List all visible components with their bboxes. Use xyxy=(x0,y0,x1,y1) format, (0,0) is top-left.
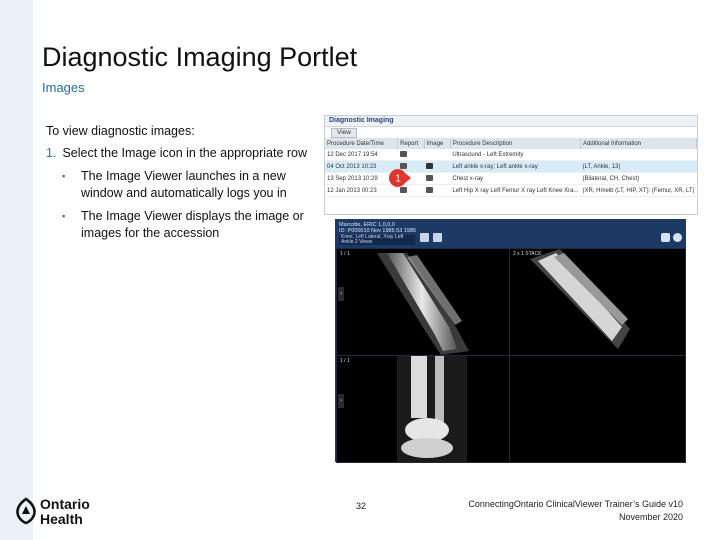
viewer-pane[interactable] xyxy=(336,355,510,463)
cell-info xyxy=(580,149,696,161)
pane-label: 1 / 1 xyxy=(340,358,350,364)
step-text: Select the Image icon in the appropriate row xyxy=(62,146,308,160)
callout-badge xyxy=(388,168,412,188)
footer-text xyxy=(468,498,683,524)
footer-date: November 2020 xyxy=(618,512,683,522)
table-row[interactable] xyxy=(325,185,697,197)
xray-image-3 xyxy=(337,356,509,462)
viewer-pane[interactable] xyxy=(509,248,686,356)
page-number: 32 xyxy=(356,501,367,511)
viewer-info xyxy=(339,222,416,234)
monitor-icon[interactable] xyxy=(661,233,670,242)
col-image[interactable]: Image xyxy=(424,139,450,149)
cell-info: (LT, Ankle, 13) xyxy=(580,161,696,173)
viewer-pane[interactable] xyxy=(336,248,510,356)
slide-subtitle: Images xyxy=(42,80,85,95)
table-header-row xyxy=(325,139,697,149)
cell-desc: Left ankle x-ray; Left ankle x-ray xyxy=(450,161,580,173)
chevron-right-icon[interactable]: › xyxy=(338,287,344,301)
left-accent-bar xyxy=(0,0,33,540)
cell-desc: Left Hip X ray Left Femur X ray Left Knee Xra... xyxy=(450,185,580,197)
step-number: 1. xyxy=(46,146,57,160)
chevron-right-icon[interactable]: › xyxy=(338,394,344,408)
slide-title: Diagnostic Imaging Portlet xyxy=(42,42,358,72)
cell-date: 12 Jan 2013 00:23 xyxy=(325,185,398,197)
cell-info: (Bilateral, CH, Chest) xyxy=(580,173,696,185)
layout-icon[interactable] xyxy=(433,233,442,242)
portlet-toolbar xyxy=(325,127,697,139)
viewer-toolbar xyxy=(336,220,685,248)
table-row[interactable] xyxy=(325,173,697,185)
cell-date: 04 Oct 2013 10:23 xyxy=(325,161,398,173)
viewer-patient-name: Marcotte, ERIC 1,0,0,0 xyxy=(339,222,395,228)
pane-label: 1 / 1 xyxy=(340,251,350,257)
cell-desc: Chest x-ray xyxy=(450,173,580,185)
bullet-text: The Image Viewer displays the image or images for the accession xyxy=(81,209,304,240)
diagnostic-imaging-portlet xyxy=(324,115,698,215)
cell-desc: Ultrasound - Left Extremity xyxy=(450,149,580,161)
portlet-header: Diagnostic Imaging xyxy=(325,116,697,127)
trillium-logo-icon xyxy=(14,497,38,525)
callout-number: 1 xyxy=(395,173,401,185)
table-row[interactable] xyxy=(325,149,697,161)
viewer-study-list[interactable]: Knee, Left Lateral, Xray Left Ankle 2 Views xyxy=(339,235,415,245)
cell-image xyxy=(424,149,450,161)
imaging-table xyxy=(325,139,697,197)
cell-date: 12 Dec 2017 19:54 xyxy=(325,149,398,161)
cell-info: (XR, Hmeib (LT, HIP, XT); (Femur, XR, LT) xyxy=(580,185,696,197)
col-procedure-date[interactable]: Procedure Date/Time xyxy=(325,139,398,149)
xray-image-1 xyxy=(337,249,509,355)
viewer-patient-id: ID: P000010 Nov 1985 53 1985 xyxy=(339,228,417,234)
footer-guide-title: ConnectingOntario ClinicalViewer Trainer’s Guide v10 xyxy=(468,499,683,509)
image-icon[interactable] xyxy=(424,173,450,185)
viewer-pane-empty[interactable] xyxy=(509,355,686,463)
col-additional-info[interactable]: Additional Information xyxy=(580,139,696,149)
xray-image-2 xyxy=(510,249,685,355)
brand-line-1: Ontario xyxy=(40,496,90,512)
list-icon[interactable] xyxy=(420,233,429,242)
pane-label: 2 x 1 STACK xyxy=(513,251,542,257)
cell-date: 13 Sep 2013 10:29 xyxy=(325,173,398,185)
bullet-text: The Image Viewer launches in a new window and automatically logs you in xyxy=(81,169,287,200)
image-icon[interactable] xyxy=(424,161,450,173)
table-row-selected[interactable] xyxy=(325,161,697,173)
brand-name xyxy=(40,497,90,527)
intro-text: To view diagnostic images: xyxy=(46,124,195,138)
col-report[interactable]: Report xyxy=(398,139,424,149)
help-icon[interactable] xyxy=(673,233,682,242)
report-icon[interactable] xyxy=(398,149,424,161)
brand-line-2: Health xyxy=(40,511,83,527)
image-icon[interactable] xyxy=(424,185,450,197)
view-button[interactable]: View xyxy=(331,128,357,138)
ontario-health-logo xyxy=(14,497,124,527)
bullet-dot-icon: ▪ xyxy=(62,211,66,221)
col-procedure-description[interactable]: Procedure Description xyxy=(450,139,580,149)
step-1 xyxy=(46,146,307,160)
bullet-dot-icon: ▪ xyxy=(62,171,66,181)
image-viewer-window xyxy=(335,219,686,462)
